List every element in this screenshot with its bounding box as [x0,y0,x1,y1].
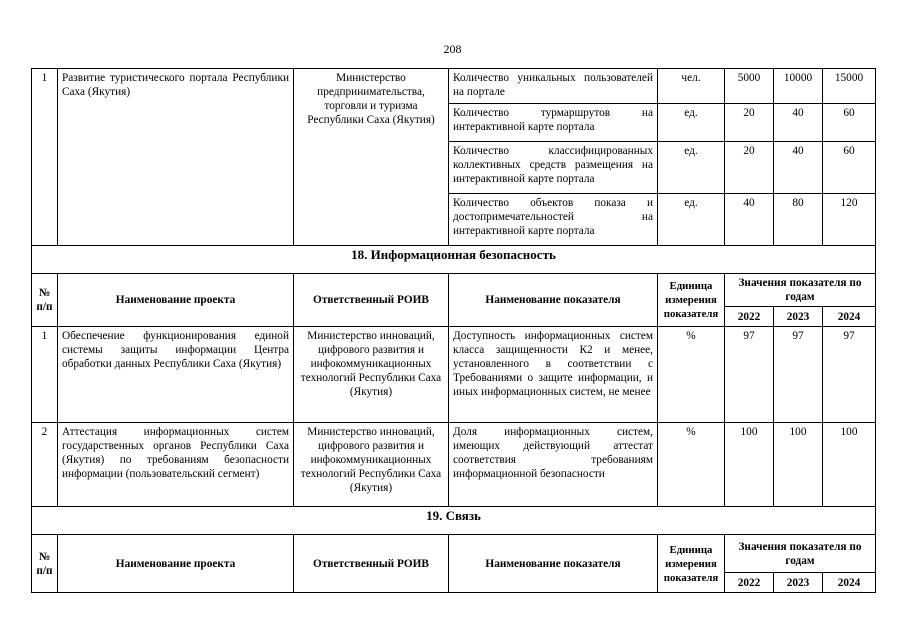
indicator-name: Количество объектов показа и достопримечательностей на интерактивной карте портала [449,194,658,246]
value-2022: 20 [725,104,774,142]
header-roiv: Ответственный РОИВ [294,274,449,327]
responsible-roiv: Министерство инноваций, цифрового развития и инфокоммуникационных технологий Республики Саха (Якутия) [294,327,449,423]
row-number: 1 [32,69,58,246]
header-number: № п/п [32,535,58,593]
value-2024: 15000 [823,69,876,104]
header-project: Наименование проекта [58,274,294,327]
indicator-name: Количество уникальных пользователей на портале [449,69,658,104]
indicator-name: Количество турмаршрутов на интерактивной карте портала [449,104,658,142]
header-unit: Единица измерения показателя [658,274,725,327]
header-row [32,535,876,573]
header-2024: 2024 [823,307,876,327]
indicators-table [31,68,876,593]
page-number: 208 [443,42,462,56]
row-number: 2 [32,423,58,507]
section-heading-row [32,507,876,535]
table-row [32,423,876,507]
header-2023: 2023 [774,573,823,593]
section-heading-row [32,246,876,274]
header-indicator: Наименование показателя [449,274,658,327]
row-number: 1 [32,327,58,423]
value-2023: 10000 [774,69,823,104]
value-2024: 60 [823,104,876,142]
value-2022: 40 [725,194,774,246]
project-name: Аттестация информационных систем государственных органов Республики Саха (Якутия) по требованиям безопасности информации (пользовательский сегмент) [58,423,294,507]
responsible-roiv: Министерство предпринимательства, торговли и туризма Республики Саха (Якутия) [294,69,449,246]
unit: ед. [658,104,725,142]
header-2024: 2024 [823,573,876,593]
header-row [32,274,876,307]
unit: % [658,423,725,507]
table-row [32,327,876,423]
responsible-roiv: Министерство инноваций, цифрового развития и инфокоммуникационных технологий Республики Саха (Якутия) [294,423,449,507]
value-2023: 40 [774,142,823,194]
indicator-name: Доля информационных систем, имеющих действующий аттестат соответствия требованиям информационной безопасности [449,423,658,507]
value-2022: 5000 [725,69,774,104]
unit: ед. [658,194,725,246]
value-2023: 80 [774,194,823,246]
header-indicator: Наименование показателя [449,535,658,593]
value-2024: 120 [823,194,876,246]
value-2022: 100 [725,423,774,507]
header-2022: 2022 [725,307,774,327]
header-2023: 2023 [774,307,823,327]
value-2023: 40 [774,104,823,142]
header-project: Наименование проекта [58,535,294,593]
header-unit: Единица измерения показателя [658,535,725,593]
value-2022: 97 [725,327,774,423]
header-values: Значения показателя по годам [725,535,876,573]
value-2024: 97 [823,327,876,423]
section-title: 18. Информационная безопасность [32,246,876,274]
header-2022: 2022 [725,573,774,593]
value-2024: 60 [823,142,876,194]
project-name: Развитие туристического портала Республики Саха (Якутия) [58,69,294,246]
header-number: № п/п [32,274,58,327]
table-row [32,69,876,104]
value-2023: 97 [774,327,823,423]
indicator-name: Доступность информационных систем класса защищенности К2 и менее, установленного в соответствии с Требованиями о защите информации, и иных информационных систем, не менее [449,327,658,423]
unit: % [658,327,725,423]
unit: чел. [658,69,725,104]
section-title: 19. Связь [32,507,876,535]
value-2023: 100 [774,423,823,507]
header-values: Значения показателя по годам [725,274,876,307]
value-2022: 20 [725,142,774,194]
header-roiv: Ответственный РОИВ [294,535,449,593]
project-name: Обеспечение функционирования единой системы защиты информации Центра обработки данных Республики Саха (Якутия) [58,327,294,423]
indicator-name: Количество классифицированных коллективных средств размещения на интерактивной карте портала [449,142,658,194]
unit: ед. [658,142,725,194]
value-2024: 100 [823,423,876,507]
